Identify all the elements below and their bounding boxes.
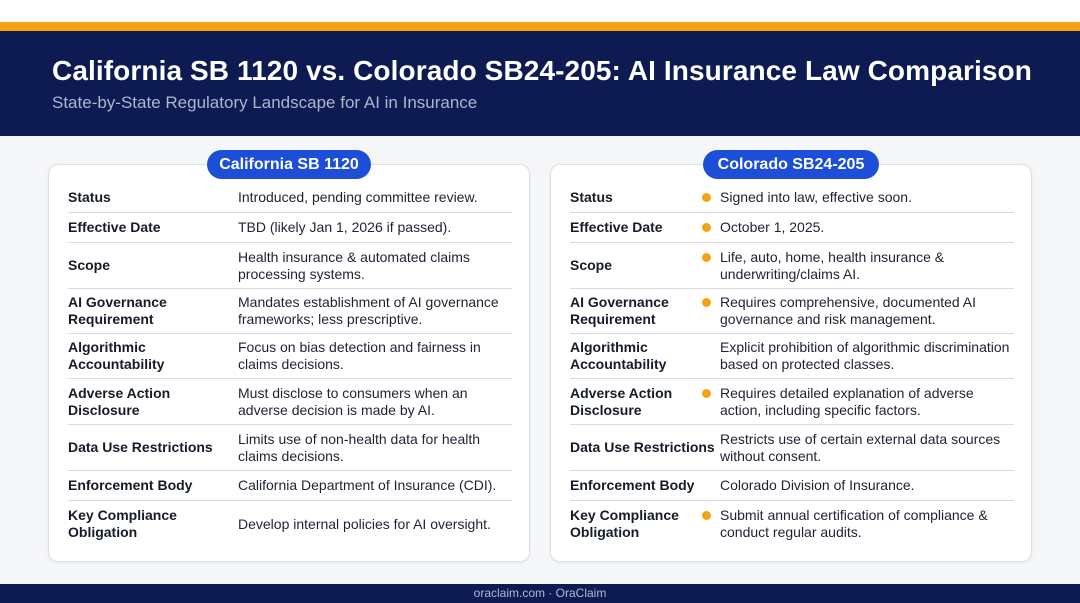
row-value: Colorado Division of Insurance. [720,477,915,493]
row-label: Algorithmic Accountability [68,339,165,372]
row-value: Focus on bias detection and fairness in claims decisions. [238,339,481,372]
row-value: Mandates establishment of AI governance frameworks; less prescriptive. [238,294,499,327]
row-label: Scope [68,257,111,273]
highlight-dot-icon [702,193,711,202]
comparison-row [570,471,1014,501]
comparison-row [68,471,512,501]
highlight-dot-icon [702,389,711,398]
row-value: Explicit prohibition of algorithmic discrimination based on protected classes. [720,339,1010,372]
comparison-row [570,334,1014,379]
row-value: Introduced, pending committee review. [238,189,478,205]
colorado-card [550,164,1032,562]
comparison-row [68,425,512,471]
comparison-row [570,425,1014,471]
footer: oraclaim.com · OraClaim [0,584,1080,603]
comparison-row [68,289,512,334]
row-label: Data Use Restrictions [68,439,213,455]
page-subtitle: State-by-State Regulatory Landscape for AI in Insurance [52,93,478,112]
california-card [48,164,530,562]
comparison-row [68,379,512,425]
california-heading-pill: California SB 1120 [207,150,371,179]
row-label: Key Compliance Obligation [570,507,679,540]
row-value: Must disclose to consumers when an adverse decision is made by AI. [238,384,468,418]
row-label: Effective Date [68,219,161,235]
row-value: Submit annual certification of compliance & conduct regular audits. [720,507,988,540]
row-value: TBD (likely Jan 1, 2026 if passed). [238,219,452,235]
row-value: Requires comprehensive, documented AI governance and risk management. [720,294,977,327]
row-value: California Department of Insurance (CDI). [238,477,497,493]
row-label: Enforcement Body [570,477,695,493]
row-value: Health insurance & automated claims processing systems. [238,248,470,282]
row-label: AI Governance Requirement [570,294,669,327]
row-label: Data Use Restrictions [570,439,715,455]
row-label: Scope [570,257,613,273]
comparison-row [68,183,512,213]
comparison-row [68,243,512,289]
comparison-row [68,334,512,379]
comparison-row [570,289,1014,334]
comparison-row [68,501,512,547]
comparison-row [570,183,1014,213]
highlight-dot-icon [702,511,711,520]
accent-bar [0,22,1080,31]
row-label: Key Compliance Obligation [68,507,177,540]
comparison-row [570,501,1014,547]
row-label: Status [68,189,111,205]
row-value: Restricts use of certain external data sources without consent. [720,430,1001,464]
row-value: Develop internal policies for AI oversight. [238,515,491,532]
comparison-row [570,243,1014,289]
top-stripe [0,0,1080,22]
row-label: Effective Date [570,219,663,235]
row-value: October 1, 2025. [720,219,825,235]
row-value: Requires detailed explanation of adverse action, including specific factors. [720,384,974,418]
row-value: Signed into law, effective soon. [720,189,912,205]
row-label: Enforcement Body [68,477,193,493]
row-label: Adverse Action Disclosure [570,384,673,418]
row-label: Algorithmic Accountability [570,339,667,372]
comparison-row [68,213,512,243]
highlight-dot-icon [702,253,711,262]
row-label: AI Governance Requirement [68,294,167,327]
highlight-dot-icon [702,223,711,232]
highlight-dot-icon [702,298,711,307]
colorado-heading-pill: Colorado SB24-205 [703,150,879,179]
comparison-row [570,379,1014,425]
header-banner [0,31,1080,136]
comparison-row [570,213,1014,243]
row-value: Life, auto, home, health insurance & underwriting/claims AI. [720,248,945,282]
row-label: Status [570,189,613,205]
row-value: Limits use of non-health data for health claims decisions. [238,430,481,464]
page-title: California SB 1120 vs. Colorado SB24-205: AI Insurance Law Comparison [52,55,1032,86]
row-label: Adverse Action Disclosure [68,384,171,418]
